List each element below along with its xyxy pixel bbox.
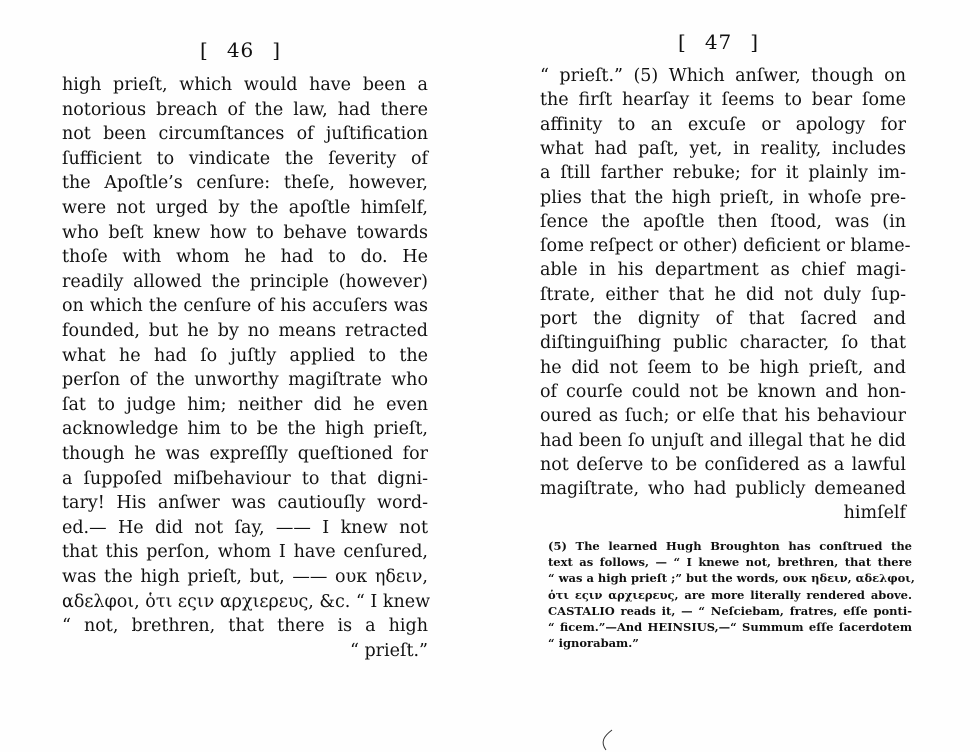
page-number-value: 47 — [704, 30, 733, 54]
right-page — [490, 0, 980, 752]
footnote-line: “ ficem.”—And HEINSIUS,—“ Summum eſſe ſacerdotem — [548, 620, 912, 635]
right_page-text-line: ſence the apoſtle then ſtood, was (in — [540, 211, 906, 232]
bracket-close: ] — [272, 38, 282, 62]
footnote-line: ὁτι εςιν αρχιερευς, are more literally rendered above. — [548, 587, 912, 602]
left-page-number — [200, 38, 281, 62]
right_page-text-line: ſtrate, either that he did not duly ſup- — [540, 284, 906, 305]
left_page-text-line: ed.— He did not ſay, —— I knew not — [62, 517, 428, 538]
right_page-text-line: not deſerve to be conſidered as a lawful — [540, 454, 906, 475]
left_page-text-line: the Apoſtle’s cenſure: theſe, however, — [62, 173, 428, 194]
left_page-text-line: though he was expreſſly queſtioned for — [62, 444, 428, 464]
left_page-text-line: notorious breach of the law, had there — [62, 99, 428, 120]
page-number-value: 46 — [226, 38, 255, 62]
right_page-text-line: had been ſo unjuſt and illegal that he did — [540, 430, 906, 451]
right_page-text-line: plies that the high prieſt, in whoſe pre- — [540, 187, 906, 208]
left_page-text-line: acknowledge him to be the high prieſt, — [62, 419, 428, 440]
right_page-text-line: he did not ſeem to be high prieſt, and — [540, 357, 906, 378]
left_page-text-line: what he had ſo juſtly applied to the — [62, 345, 428, 366]
left_page-text-line: founded, but he by no means retracted — [62, 321, 428, 341]
left_page-text-line: ſat to judge him; neither did he even — [62, 394, 428, 415]
right_page-text-line: oured as ſuch; or elſe that his behaviour — [540, 406, 906, 427]
right_page-text-line: the firſt hearſay it ſeems to bear ſome — [540, 90, 906, 111]
right_page-text-line: a ſtill farther rebuke; for it plainly im- — [540, 163, 906, 184]
left_page-text-line: were not urged by the apoſtle himſelf, — [62, 198, 428, 218]
right_page-text-line: magiſtrate, who had publicly demeaned — [540, 479, 906, 500]
left_page-text-line: was the high prieſt, but, —— ουκ ηδειν, — [62, 567, 428, 587]
left_page-text-line: αδελφοι, ὁτι εςιν αρχιερευς, &c. “ I knew — [62, 591, 431, 612]
left_page-text-line: not been circumſtances of juſtification — [62, 124, 428, 145]
left_page-text-line: “ prieſt.” — [349, 640, 428, 661]
left_page-text-line: a ſuppoſed miſbehaviour to that digni- — [62, 468, 428, 489]
bracket-open: [ — [678, 30, 687, 54]
right_page-text-line: able in his department as chief magi- — [540, 260, 906, 281]
footnote-line: text as follows, — “ I knewe not, brethren, that there — [548, 555, 912, 570]
footnote-line: CASTALIO reads it, — “ Neſciebam, fratres, eſſe ponti- — [548, 603, 912, 618]
footnote-line: (5) The learned Hugh Broughton has conſtrued the — [548, 539, 912, 553]
right_page-text-line: “ prieſt.” (5) Which anſwer, though on — [540, 66, 906, 86]
left_page-text-line: tary! His anſwer was cautiouſly word- — [62, 493, 428, 514]
right-page-number — [678, 30, 759, 54]
left_page-text-line: thoſe with whom he had to do. He — [62, 247, 428, 268]
left_page-text-line: on which the cenſure of his accuſers was — [62, 296, 428, 317]
right_page-text-line: port the dignity of that ſacred and — [540, 309, 906, 329]
footnote-line: “ was a high prieſt ;” but the words, ουκ ηδειν, αδελφοι, — [548, 571, 915, 586]
bracket-open: [ — [200, 38, 209, 62]
left_page-text-line: who beſt knew how to behave towards — [62, 222, 428, 243]
left_page-text-line: perſon of the unworthy magiſtrate who — [62, 370, 428, 391]
left_page-text-line: high prieſt, which would have been a — [62, 75, 428, 95]
left_page-text-line: readily allowed the principle (however) — [62, 271, 428, 292]
left_page-text-line: that this perſon, whom I have cenſured, — [62, 542, 428, 563]
left_page-text-line: ſufficient to vindicate the ſeverity of — [62, 148, 428, 169]
bracket-close: ] — [750, 30, 760, 54]
left_page-text-line: “ not, brethren, that there is a high — [62, 616, 428, 637]
right_page-text-line: himſelf — [843, 503, 906, 524]
right_page-text-line: of courſe could not be known and hon- — [540, 381, 906, 402]
right_page-text-line: diſtinguiſhing public character, ſo that — [540, 333, 906, 354]
footnote — [548, 538, 915, 651]
stray-pen-mark — [598, 728, 628, 752]
right_page-text-line: what had paſt, yet, in reality, includes — [540, 138, 906, 159]
right_page-text-line: affinity to an excuſe or apology for — [540, 114, 906, 135]
right_page-text-line: ſome reſpect or other) deficient or blame- — [540, 236, 911, 257]
footnote-line: “ ignorabam.” — [548, 636, 639, 651]
